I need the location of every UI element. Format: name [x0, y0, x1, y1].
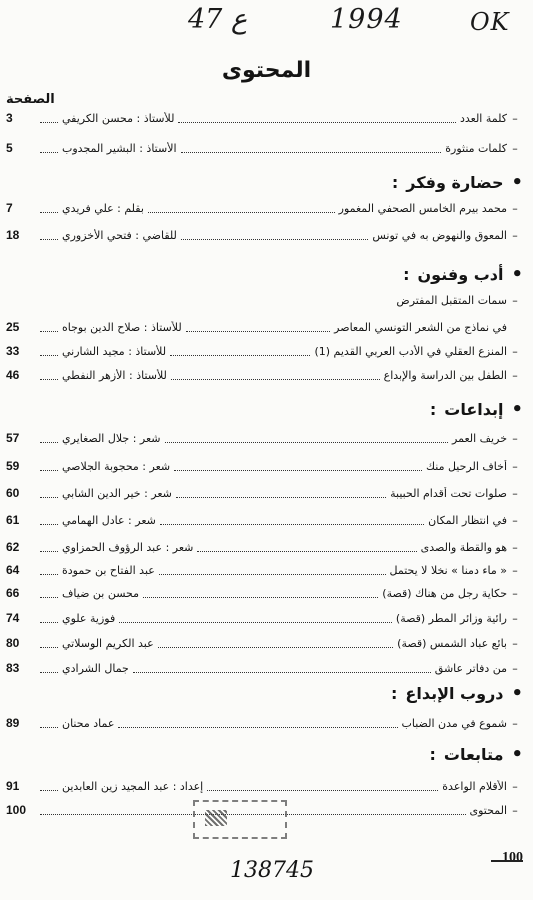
toc-entry-title: في نماذج من الشعر التونسي المعاصر: [334, 320, 507, 334]
dot-leader: [170, 346, 310, 356]
toc-entry: [6, 658, 523, 678]
toc-entry-title: الأقلام الواعدة: [442, 779, 507, 793]
toc-entry-title: في انتظار المكان: [428, 513, 507, 527]
dot-leader: [171, 370, 380, 380]
dot-leader: [40, 515, 58, 525]
dot-leader: [165, 433, 449, 443]
section-heading-text: حضارة وفكر: [406, 173, 504, 192]
toc-entry-body: [36, 564, 523, 577]
toc-entry-dash: –: [512, 459, 518, 473]
bullet-icon: •: [511, 172, 523, 193]
toc-entry-title: محمد بيرم الخامس الصحفي المغمور: [338, 201, 507, 215]
toc-entry-body: [36, 717, 523, 730]
dot-leader: [158, 638, 393, 648]
toc-entry-body: [36, 587, 523, 600]
toc-entry-page: 80: [6, 636, 20, 650]
toc-entry-author: شعر : خير الدين الشابي: [62, 486, 172, 500]
toc-entry-dash: –: [512, 368, 518, 382]
toc-entry: [6, 713, 523, 733]
toc-entry-dash: –: [512, 540, 518, 554]
toc-entry-title: المعوق والنهوض به في تونس: [372, 228, 507, 242]
dot-leader: [181, 143, 442, 153]
dot-leader: [40, 143, 58, 153]
toc-entry-title: رائية وزائر المطر (قصة): [395, 611, 507, 625]
toc-entry-dash: –: [512, 431, 518, 445]
toc-entry-page: 25: [6, 320, 20, 334]
toc-entry-author: للقاضي : فتحي الأخزوري: [62, 228, 177, 242]
toc-entry-dash: –: [512, 293, 518, 307]
dot-leader: [143, 588, 378, 598]
toc-entry: [6, 225, 523, 245]
toc-entry-dash: –: [512, 201, 518, 215]
section-heading-colon: :: [391, 173, 399, 192]
toc-entry-dash: –: [512, 563, 518, 577]
toc-entry-page: 33: [6, 344, 20, 358]
toc-entry-body: [36, 294, 523, 307]
toc-entry-author: للأستاذ : مجيد الشارني: [62, 344, 167, 358]
dot-leader: [40, 370, 58, 380]
toc-entry-title: كلمات منثورة: [445, 141, 507, 155]
dot-leader: [40, 433, 58, 443]
toc-entry-author: جمال الشرادي: [62, 661, 129, 675]
toc-entry-body: [36, 514, 523, 527]
section-heading: [430, 744, 524, 765]
section-heading: [430, 399, 523, 420]
section-heading-colon: :: [403, 265, 410, 284]
bullet-icon: •: [511, 744, 523, 765]
toc-entry-title: صلوات تحت أقدام الحبيبة: [390, 486, 507, 500]
toc-entry-title: من دفاتر عاشق: [434, 661, 507, 675]
dot-leader: [118, 718, 397, 728]
toc-entry-title: المحتوى: [469, 803, 507, 817]
toc-entry: [6, 365, 523, 385]
toc-entry-title: حكاية رجل من هناك (قصة): [382, 586, 507, 600]
dot-leader: [40, 638, 58, 648]
page-number-strike: [491, 860, 523, 862]
page-title: المحتوى: [221, 58, 312, 83]
toc-entry-body: [36, 432, 523, 445]
section-heading: [403, 264, 523, 285]
section-heading-text: متابعات: [443, 745, 504, 764]
toc-entry-dash: –: [512, 228, 518, 242]
toc-entry-dash: –: [512, 661, 518, 675]
toc-entry-title: سمات المتقبل المفترض: [396, 293, 507, 307]
toc-entry-author: شعر : محجوبة الجلاصي: [62, 459, 171, 473]
bullet-icon: •: [511, 683, 523, 704]
dot-leader: [40, 461, 58, 471]
toc-entry-author: شعر : جلال الصغايري: [62, 431, 161, 445]
dot-leader: [178, 113, 456, 123]
toc-entry-page: 91: [6, 779, 20, 793]
section-heading-colon: :: [429, 745, 436, 764]
toc-entry-page: 5: [6, 141, 13, 155]
toc-entry-author: شعر : عادل الهمامي: [62, 513, 156, 527]
dot-leader: [40, 565, 58, 575]
toc-entry: [6, 341, 523, 361]
toc-entry-dash: –: [512, 586, 518, 600]
toc-entry-body: [36, 662, 523, 675]
dot-leader: [40, 542, 58, 552]
dot-leader: [148, 203, 335, 213]
toc-entry-page: 46: [6, 368, 20, 382]
section-heading-colon: :: [429, 400, 437, 419]
toc-entry-title: كلمة العدد: [459, 111, 507, 125]
toc-entry-page: 74: [6, 611, 20, 625]
toc-entry-dash: –: [512, 716, 518, 730]
toc-entry: [6, 537, 523, 557]
toc-entry-title: أخاف الرحيل منك: [425, 459, 507, 473]
toc-entry: [6, 483, 523, 503]
bullet-icon: •: [511, 399, 523, 420]
toc-entry-dash: –: [512, 779, 518, 793]
dot-leader: [159, 565, 386, 575]
toc-entry-page: 64: [6, 563, 20, 577]
toc-entry-body: [36, 780, 523, 793]
toc-entry-author: عبد الكريم الوسلاتي: [62, 636, 154, 650]
toc-entry-page: 89: [6, 716, 20, 730]
dot-leader: [176, 488, 386, 498]
dot-leader: [133, 663, 431, 673]
toc-entry-page: 59: [6, 459, 20, 473]
dot-leader: [40, 718, 58, 728]
toc-entry-author: للأستاذ : محسن الكريفي: [62, 111, 175, 125]
toc-entry-dash: –: [512, 803, 518, 817]
toc-entry-title: هو والقطة والصدى: [420, 540, 507, 554]
toc-entry: [6, 560, 523, 580]
toc-entry-body: [36, 541, 523, 554]
toc-entry-page: 18: [6, 228, 20, 242]
toc-entry-body: [36, 321, 523, 334]
toc-entry-dash: –: [512, 513, 518, 527]
toc-entry-page: 83: [6, 661, 20, 675]
toc-entry-author: للأستاذ : الأزهر النفطي: [62, 368, 167, 382]
handwritten-accession-number: 138745: [230, 858, 314, 883]
dot-leader: [119, 613, 392, 623]
toc-entry-page: 60: [6, 486, 20, 500]
toc-entry-author: بقلم : علي فريدي: [62, 201, 144, 215]
toc-entry-body: [36, 487, 523, 500]
dot-leader: [207, 781, 438, 791]
toc-entry-author: فوزية علوي: [62, 611, 116, 625]
toc-entry: [6, 428, 523, 448]
toc-entry-author: محسن بن ضياف: [62, 586, 140, 600]
dot-leader: [40, 203, 58, 213]
handwritten-year: 1994: [330, 4, 403, 35]
dot-leader: [181, 230, 369, 240]
toc-entry: [6, 608, 523, 628]
toc-entry: [6, 317, 523, 337]
section-heading-text: دروب الإبداع: [405, 684, 504, 703]
section-heading: [392, 172, 523, 193]
toc-entry-dash: –: [512, 486, 518, 500]
toc-entry-body: [36, 229, 523, 242]
toc-entry-title: بائع عباد الشمس (قصة): [397, 636, 507, 650]
section-heading: [391, 683, 523, 704]
dot-leader: [40, 588, 58, 598]
stamp-mark: [205, 810, 227, 826]
toc-entry-author: عماد محنان: [62, 716, 115, 730]
toc-entry-author: شعر : عبد الرؤوف الحمزاوي: [62, 540, 194, 554]
dot-leader: [40, 613, 58, 623]
toc-entry-page: 66: [6, 586, 20, 600]
toc-entry-dash: –: [512, 111, 518, 125]
toc-entry-title: « ماء دمنا » نخلا لا يحتمل: [389, 563, 507, 577]
handwritten-ok: OK: [470, 8, 510, 36]
toc-entry-author: الأستاذ : البشير المجدوب: [62, 141, 177, 155]
page-column-label: الصفحة: [6, 92, 55, 107]
toc-entry: [6, 456, 523, 476]
dot-leader: [40, 781, 58, 791]
dot-leader: [174, 461, 422, 471]
section-heading-text: إبداعات: [444, 400, 504, 419]
toc-entry-title: شموع في مدن الضباب: [401, 716, 507, 730]
dot-leader: [160, 515, 424, 525]
handwritten-note-left: 47 ع: [188, 4, 248, 35]
toc-entry-body: [36, 112, 523, 125]
section-heading-text: أدب وفنون: [417, 265, 504, 284]
toc-entry-dash: –: [512, 611, 518, 625]
dot-leader: [40, 113, 58, 123]
toc-entry-page: 62: [6, 540, 20, 554]
dot-leader: [40, 230, 58, 240]
toc-entry: [6, 108, 523, 128]
toc-entry-dash: –: [512, 141, 518, 155]
toc-entry: [6, 583, 523, 603]
toc-entry-title: المنزع العقلي في الأدب العربي القديم (1): [314, 344, 507, 358]
toc-entry: [6, 633, 523, 653]
dot-leader: [40, 322, 58, 332]
toc-entry: [6, 290, 523, 310]
toc-entry: [6, 510, 523, 530]
dot-leader: [40, 346, 58, 356]
toc-entry-body: [36, 142, 523, 155]
toc-entry-page: 61: [6, 513, 20, 527]
dot-leader: [197, 542, 416, 552]
page-number: 100: [502, 850, 523, 865]
toc-entry-body: [36, 612, 523, 625]
toc-entry: [6, 198, 523, 218]
toc-entry-title: الطفل بين الدراسة والإبداع: [383, 368, 507, 382]
toc-entry: [6, 138, 523, 158]
dot-leader: [40, 488, 58, 498]
toc-entry-dash: –: [512, 636, 518, 650]
toc-entry-body: [36, 369, 523, 382]
toc-entry: [6, 776, 523, 796]
toc-entry-page: 100: [6, 803, 27, 817]
dot-leader: [186, 322, 330, 332]
toc-entry-body: [36, 202, 523, 215]
bullet-icon: •: [511, 264, 523, 285]
toc-entry-page: 3: [6, 111, 13, 125]
toc-entry-dash: –: [512, 344, 518, 358]
dot-leader: [40, 663, 58, 673]
toc-entry-author: للأستاذ : صلاح الدين بوجاه: [62, 320, 182, 334]
toc-entry-title: خريف العمر: [452, 431, 507, 445]
toc-entry-page: 57: [6, 431, 20, 445]
toc-entry-page: 7: [6, 201, 13, 215]
toc-entry-body: [36, 345, 523, 358]
toc-entry-author: عبد الفتاح بن حمودة: [62, 563, 155, 577]
section-heading-colon: :: [391, 684, 398, 703]
toc-entry-body: [36, 637, 523, 650]
toc-entry-body: [36, 460, 523, 473]
toc-entry-author: إعداد : عبد المجيد زين العابدين: [62, 779, 204, 793]
